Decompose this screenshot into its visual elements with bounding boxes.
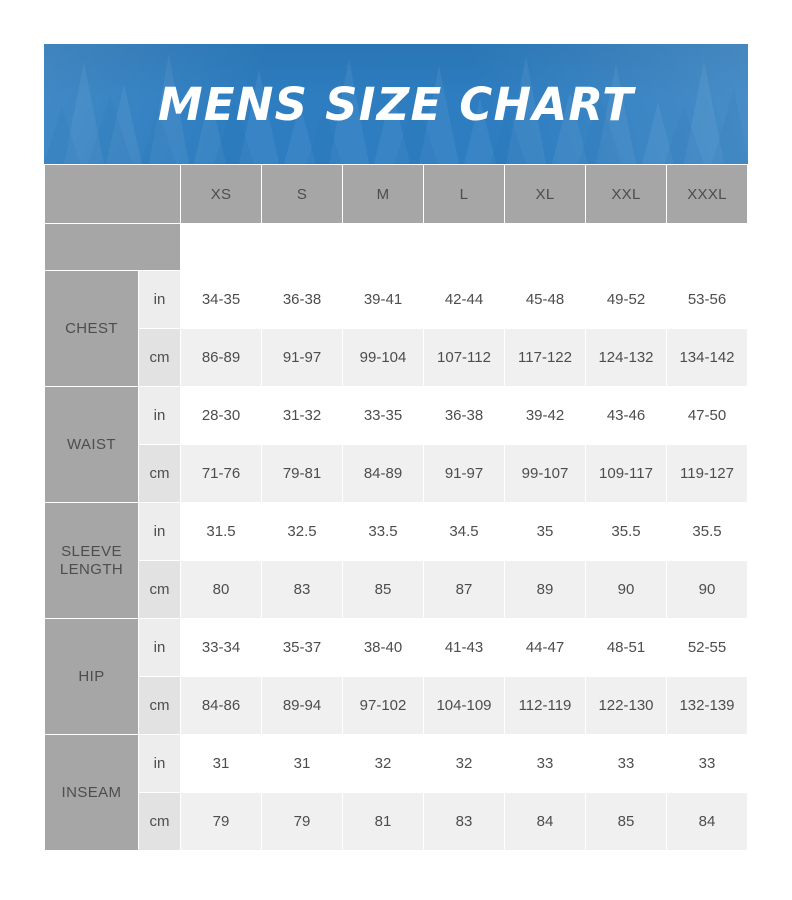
spacer-cell xyxy=(586,224,667,271)
cell-hip-in-l: 41-43 xyxy=(424,619,505,677)
cell-hip-in-m: 38-40 xyxy=(343,619,424,677)
cell-hip-in-xl: 44-47 xyxy=(505,619,586,677)
cell-chest-cm-xl: 117-122 xyxy=(505,329,586,387)
cell-inseam-cm-l: 83 xyxy=(424,793,505,851)
unit-cm: cm xyxy=(139,329,181,387)
header-size-xl: XL xyxy=(505,165,586,224)
unit-in: in xyxy=(139,619,181,677)
cell-waist-in-xxxl: 47-50 xyxy=(667,387,748,445)
row-label-hip: HIP xyxy=(45,619,139,735)
cell-sleeve-cm-xxl: 90 xyxy=(586,561,667,619)
cell-waist-cm-xl: 99-107 xyxy=(505,445,586,503)
cell-chest-cm-xs: 86-89 xyxy=(181,329,262,387)
cell-chest-cm-m: 99-104 xyxy=(343,329,424,387)
cell-chest-cm-xxl: 124-132 xyxy=(586,329,667,387)
size-chart xyxy=(44,44,748,851)
cell-chest-cm-l: 107-112 xyxy=(424,329,505,387)
cell-waist-cm-m: 84-89 xyxy=(343,445,424,503)
cell-chest-in-m: 39-41 xyxy=(343,271,424,329)
cell-waist-cm-l: 91-97 xyxy=(424,445,505,503)
cell-inseam-in-s: 31 xyxy=(262,735,343,793)
cell-sleeve-cm-m: 85 xyxy=(343,561,424,619)
cell-chest-in-xxxl: 53-56 xyxy=(667,271,748,329)
cell-waist-in-xxl: 43-46 xyxy=(586,387,667,445)
cell-hip-cm-xs: 84-86 xyxy=(181,677,262,735)
cell-hip-cm-s: 89-94 xyxy=(262,677,343,735)
cell-inseam-cm-m: 81 xyxy=(343,793,424,851)
cell-chest-in-xxl: 49-52 xyxy=(586,271,667,329)
table-header-row xyxy=(45,165,748,224)
cell-inseam-in-xxxl: 33 xyxy=(667,735,748,793)
cell-inseam-cm-xl: 84 xyxy=(505,793,586,851)
cell-inseam-in-xl: 33 xyxy=(505,735,586,793)
cell-inseam-in-xxl: 33 xyxy=(586,735,667,793)
cell-inseam-in-m: 32 xyxy=(343,735,424,793)
page-title: MENS SIZE CHART xyxy=(157,77,635,131)
cell-waist-in-s: 31-32 xyxy=(262,387,343,445)
unit-cm: cm xyxy=(139,677,181,735)
cell-chest-in-s: 36-38 xyxy=(262,271,343,329)
table-row xyxy=(45,793,748,851)
size-chart-table xyxy=(44,164,748,851)
header-size-m: M xyxy=(343,165,424,224)
table-row xyxy=(45,271,748,329)
cell-sleeve-cm-s: 83 xyxy=(262,561,343,619)
cell-hip-cm-l: 104-109 xyxy=(424,677,505,735)
header-size-l: L xyxy=(424,165,505,224)
cell-chest-in-xs: 34-35 xyxy=(181,271,262,329)
cell-inseam-cm-xs: 79 xyxy=(181,793,262,851)
cell-sleeve-in-xl: 35 xyxy=(505,503,586,561)
cell-sleeve-cm-l: 87 xyxy=(424,561,505,619)
spacer-cell xyxy=(505,224,586,271)
spacer-cell xyxy=(424,224,505,271)
header-size-xs: XS xyxy=(181,165,262,224)
cell-hip-in-s: 35-37 xyxy=(262,619,343,677)
cell-waist-cm-xxl: 109-117 xyxy=(586,445,667,503)
cell-hip-cm-xxxl: 132-139 xyxy=(667,677,748,735)
table-row xyxy=(45,329,748,387)
cell-hip-in-xxxl: 52-55 xyxy=(667,619,748,677)
table-row xyxy=(45,387,748,445)
cell-inseam-in-xs: 31 xyxy=(181,735,262,793)
cell-hip-cm-m: 97-102 xyxy=(343,677,424,735)
unit-in: in xyxy=(139,735,181,793)
cell-inseam-cm-s: 79 xyxy=(262,793,343,851)
cell-waist-in-xs: 28-30 xyxy=(181,387,262,445)
cell-chest-in-l: 42-44 xyxy=(424,271,505,329)
cell-sleeve-in-l: 34.5 xyxy=(424,503,505,561)
cell-sleeve-in-xxl: 35.5 xyxy=(586,503,667,561)
cell-waist-in-l: 36-38 xyxy=(424,387,505,445)
spacer-cell xyxy=(181,224,262,271)
cell-hip-in-xxl: 48-51 xyxy=(586,619,667,677)
chart-banner xyxy=(44,44,748,164)
spacer-cell xyxy=(262,224,343,271)
cell-hip-in-xs: 33-34 xyxy=(181,619,262,677)
unit-in: in xyxy=(139,503,181,561)
cell-waist-cm-xxxl: 119-127 xyxy=(667,445,748,503)
table-row xyxy=(45,619,748,677)
row-label-waist: WAIST xyxy=(45,387,139,503)
cell-waist-cm-xs: 71-76 xyxy=(181,445,262,503)
cell-inseam-in-l: 32 xyxy=(424,735,505,793)
header-size-xxl: XXL xyxy=(586,165,667,224)
cell-waist-in-m: 33-35 xyxy=(343,387,424,445)
cell-chest-cm-s: 91-97 xyxy=(262,329,343,387)
cell-sleeve-cm-xxxl: 90 xyxy=(667,561,748,619)
table-row xyxy=(45,445,748,503)
unit-cm: cm xyxy=(139,445,181,503)
cell-inseam-cm-xxxl: 84 xyxy=(667,793,748,851)
cell-sleeve-cm-xs: 80 xyxy=(181,561,262,619)
row-label-chest: CHEST xyxy=(45,271,139,387)
row-label-inseam: INSEAM xyxy=(45,735,139,851)
spacer-cell xyxy=(667,224,748,271)
cell-sleeve-in-xxxl: 35.5 xyxy=(667,503,748,561)
spacer-label-cell xyxy=(45,224,181,271)
header-corner xyxy=(45,165,181,224)
unit-in: in xyxy=(139,271,181,329)
header-size-xxxl: XXXL xyxy=(667,165,748,224)
row-label-sleeve-length: SLEEVE LENGTH xyxy=(45,503,139,619)
cell-waist-cm-s: 79-81 xyxy=(262,445,343,503)
cell-sleeve-in-m: 33.5 xyxy=(343,503,424,561)
cell-chest-in-xl: 45-48 xyxy=(505,271,586,329)
spacer-cell xyxy=(343,224,424,271)
table-row xyxy=(45,677,748,735)
cell-waist-in-xl: 39-42 xyxy=(505,387,586,445)
unit-cm: cm xyxy=(139,561,181,619)
spacer-row xyxy=(45,224,748,271)
cell-hip-cm-xl: 112-119 xyxy=(505,677,586,735)
cell-sleeve-in-xs: 31.5 xyxy=(181,503,262,561)
unit-in: in xyxy=(139,387,181,445)
header-size-s: S xyxy=(262,165,343,224)
cell-chest-cm-xxxl: 134-142 xyxy=(667,329,748,387)
table-row xyxy=(45,735,748,793)
cell-sleeve-in-s: 32.5 xyxy=(262,503,343,561)
cell-inseam-cm-xxl: 85 xyxy=(586,793,667,851)
unit-cm: cm xyxy=(139,793,181,851)
table-row xyxy=(45,561,748,619)
cell-sleeve-cm-xl: 89 xyxy=(505,561,586,619)
table-row xyxy=(45,503,748,561)
cell-hip-cm-xxl: 122-130 xyxy=(586,677,667,735)
